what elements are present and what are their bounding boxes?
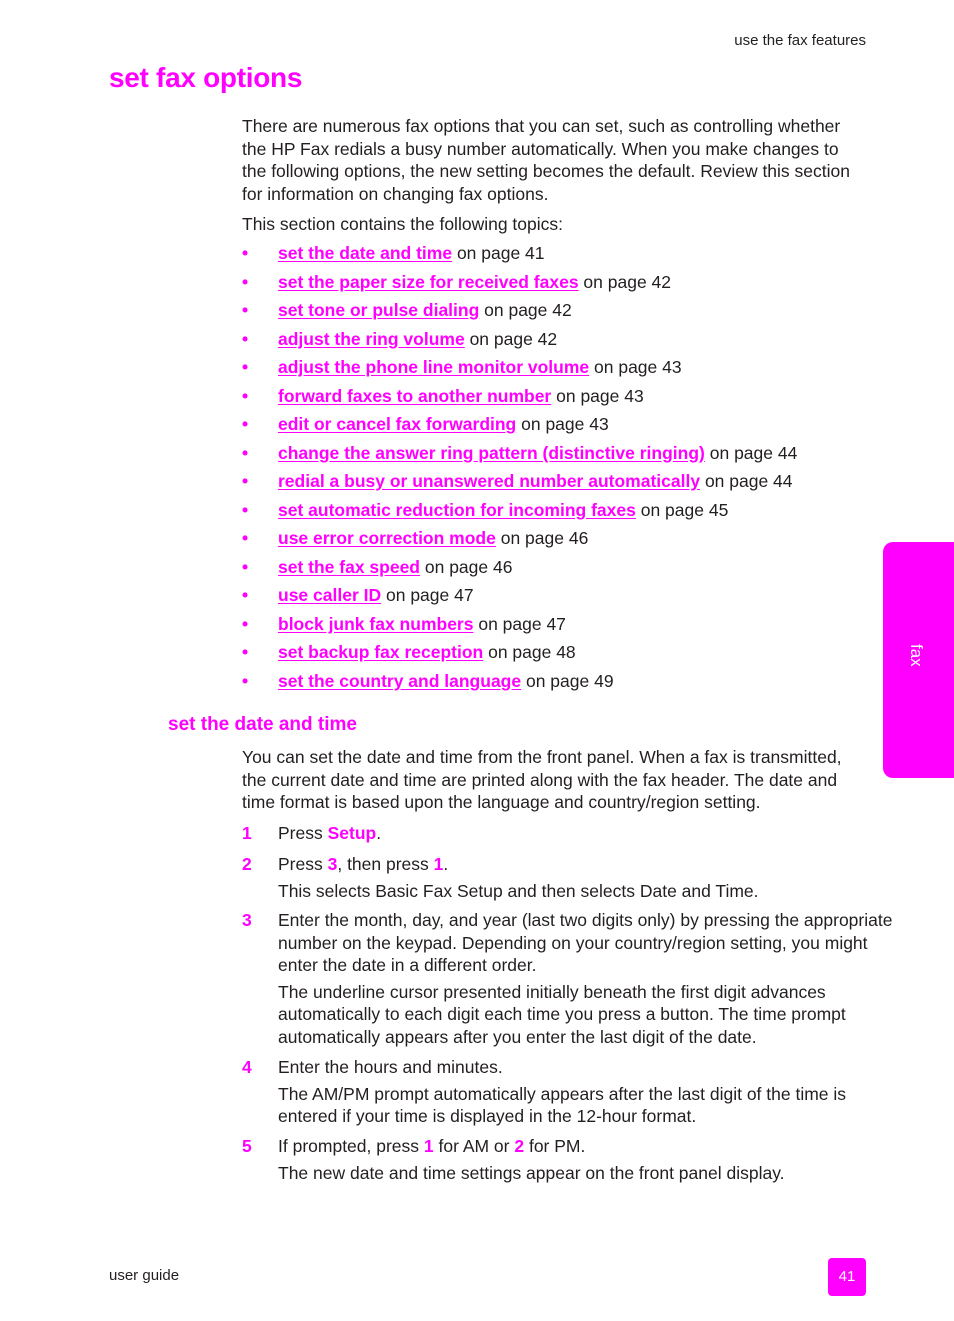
topics-list <box>242 242 797 698</box>
key-label: 1 <box>433 854 444 874</box>
bullet-icon: • <box>242 385 249 406</box>
topic-page-ref: on page 43 <box>516 414 609 434</box>
step-text-post: . <box>443 854 449 874</box>
topic-page-ref: on page 42 <box>464 328 558 349</box>
topic-link[interactable]: set the country and language <box>278 670 522 691</box>
topic-item <box>242 527 797 556</box>
step-text-mid: , then press <box>337 854 434 874</box>
topic-link[interactable]: adjust the phone line monitor volume <box>278 357 590 377</box>
step-note: The underline cursor presented initially beneath the first digit advances automatically to each digit each time you press a button. The time prompt automatically appears after you enter the last digit of the date. <box>278 981 846 1047</box>
step-text-mid: for AM or <box>433 1136 515 1156</box>
topic-page-ref: on page 45 <box>635 499 729 520</box>
key-label: 2 <box>514 1136 525 1156</box>
topic-item <box>242 299 797 328</box>
topic-page-ref: on page 41 <box>452 243 545 263</box>
step-number: 1 <box>242 823 252 843</box>
topic-page-ref: on page 49 <box>521 670 614 691</box>
topic-item <box>242 356 797 385</box>
step-text <box>278 853 903 876</box>
topic-item <box>242 413 797 442</box>
topic-item <box>242 499 797 528</box>
topic-page-ref: on page 43 <box>551 385 644 406</box>
bullet-icon: • <box>242 585 249 605</box>
topic-item <box>242 556 797 585</box>
section-intro: You can set the date and time from the front panel. When a fax is transmitted, the current date and time are printed along with the fax header. The date and time format is based upon the language and country/region setting. <box>242 747 842 812</box>
topic-link[interactable]: set the paper size for received faxes <box>278 271 579 292</box>
topic-item <box>242 470 797 499</box>
step-item <box>242 822 903 845</box>
bullet-icon: • <box>242 471 249 491</box>
topic-page-ref: on page 44 <box>700 471 793 491</box>
step-text-post: for PM. <box>524 1136 586 1156</box>
step-text-mid: . <box>376 823 382 843</box>
step-text <box>278 1135 903 1158</box>
side-tab-label: fax <box>907 644 926 667</box>
topic-link[interactable]: change the answer ring pattern (distinctive ringing) <box>278 442 705 463</box>
topic-item <box>242 584 797 613</box>
bullet-icon: • <box>242 243 249 263</box>
topic-item <box>242 271 797 300</box>
topic-item <box>242 328 797 357</box>
topic-item <box>242 641 797 670</box>
step-number: 5 <box>242 1136 252 1156</box>
topic-item <box>242 385 797 414</box>
step-number: 2 <box>242 854 252 874</box>
bullet-icon: • <box>242 414 249 434</box>
topic-link[interactable]: edit or cancel fax forwarding <box>278 414 517 434</box>
step-text <box>278 909 903 977</box>
topic-link[interactable]: use error correction mode <box>278 528 496 548</box>
step-item <box>242 1135 903 1184</box>
step-item <box>242 1056 903 1128</box>
bullet-icon: • <box>242 556 249 577</box>
step-item <box>242 909 903 1048</box>
key-label: 3 <box>327 854 338 874</box>
bullet-icon: • <box>242 613 249 634</box>
page-number-badge: 41 <box>828 1258 866 1296</box>
step-text-pre: Press <box>278 823 328 843</box>
topic-page-ref: on page 42 <box>479 300 572 320</box>
topic-page-ref: on page 43 <box>589 357 682 377</box>
topics-intro: This section contains the following topics: <box>242 214 563 234</box>
topic-page-ref: on page 42 <box>578 271 672 292</box>
key-label: Setup <box>327 823 377 843</box>
step-text <box>278 1056 903 1079</box>
step-text-pre: Enter the month, day, and year (last two digits only) by pressing the appropriate number on the keypad. Depending on your country/region setting, you might enter the date in a different order. <box>278 910 893 975</box>
topic-link[interactable]: set tone or pulse dialing <box>278 300 480 320</box>
topic-item <box>242 442 797 471</box>
step-text-pre: Enter the hours and minutes. <box>278 1057 503 1077</box>
topic-link[interactable]: use caller ID <box>278 585 382 605</box>
step-note: This selects Basic Fax Setup and then selects Date and Time. <box>278 880 759 901</box>
topic-link[interactable]: set the date and time <box>278 243 453 263</box>
bullet-icon: • <box>242 442 249 463</box>
topic-link[interactable]: set automatic reduction for incoming faxes <box>278 499 636 520</box>
bullet-icon: • <box>242 528 249 548</box>
step-text-pre: If prompted, press <box>278 1136 424 1156</box>
topic-link[interactable]: redial a busy or unanswered number automatically <box>278 471 701 491</box>
bullet-icon: • <box>242 642 249 662</box>
step-text-pre: Press <box>278 854 328 874</box>
bullet-icon: • <box>242 357 249 377</box>
topic-link[interactable]: block junk fax numbers <box>278 613 474 634</box>
step-number: 4 <box>242 1057 252 1077</box>
key-label: 1 <box>423 1136 434 1156</box>
topic-item <box>242 613 797 642</box>
topic-page-ref: on page 47 <box>381 585 474 605</box>
topic-link[interactable]: forward faxes to another number <box>278 385 552 406</box>
step-number: 3 <box>242 910 252 930</box>
step-note: The new date and time settings appear on the front panel display. <box>278 1162 785 1183</box>
page-title: set fax options <box>109 62 303 93</box>
step-item <box>242 853 903 902</box>
section-heading: set the date and time <box>168 714 357 735</box>
bullet-icon: • <box>242 271 249 292</box>
running-head: use the fax features <box>734 32 866 49</box>
bullet-icon: • <box>242 328 249 349</box>
topic-page-ref: on page 48 <box>483 642 576 662</box>
topic-link[interactable]: set the fax speed <box>278 556 420 577</box>
topic-page-ref: on page 47 <box>473 613 566 634</box>
footer-guide-label: user guide <box>109 1267 180 1284</box>
bullet-icon: • <box>242 300 249 320</box>
topic-item <box>242 242 797 271</box>
topic-page-ref: on page 46 <box>495 528 589 548</box>
topic-page-ref: on page 46 <box>420 556 513 577</box>
step-text <box>278 822 903 845</box>
topic-page-ref: on page 44 <box>704 442 798 463</box>
bullet-icon: • <box>242 499 249 520</box>
bullet-icon: • <box>242 670 249 691</box>
intro-paragraph: There are numerous fax options that you can set, such as controlling whether the HP Fax redials a busy number automatically. When you make changes to the following options, the new setting becomes the default. Review this section for information on changing fax options. <box>242 116 850 204</box>
topic-link[interactable]: adjust the ring volume <box>278 328 465 349</box>
topic-link[interactable]: set backup fax reception <box>278 642 484 662</box>
step-note: The AM/PM prompt automatically appears after the last digit of the time is entered if your time is displayed in the 12-hour format. <box>278 1083 847 1126</box>
topic-item <box>242 670 797 699</box>
